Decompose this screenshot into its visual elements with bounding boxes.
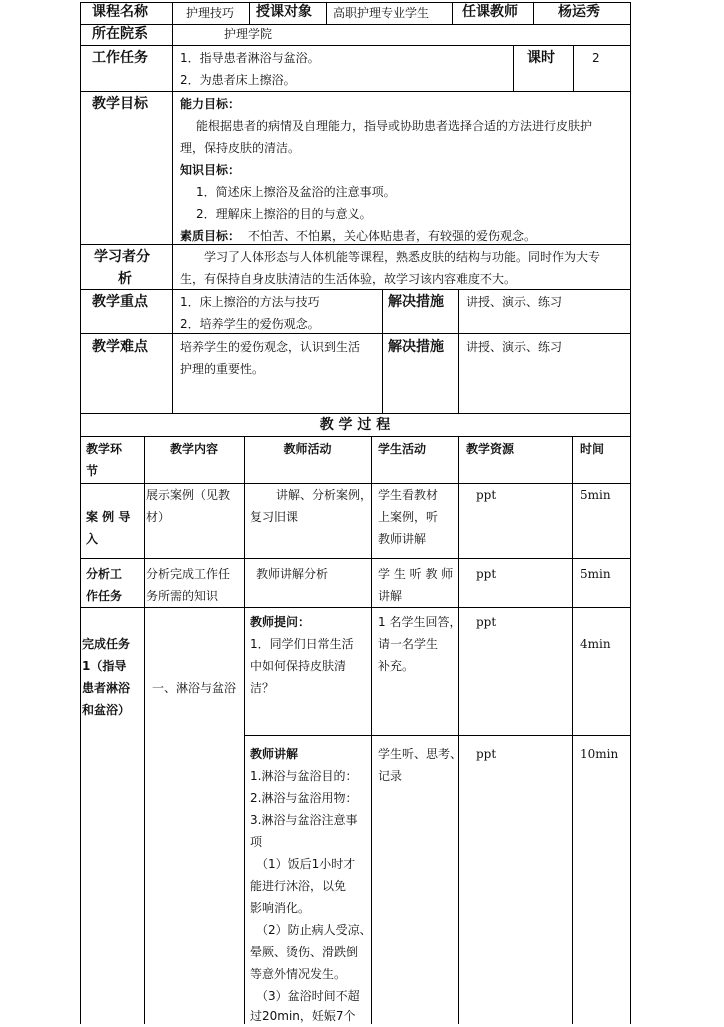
row3b-teacher-line: （3）盆浴时间不超: [256, 989, 360, 1003]
quality-label: 素质目标：: [180, 229, 241, 243]
row3b-time: 10min: [580, 747, 619, 761]
col-content: 教学内容: [169, 442, 218, 456]
row1-time: 5min: [580, 488, 611, 502]
goals-label: 教学目标: [92, 96, 148, 112]
row2-student-1: 学 生 听 教 师: [378, 567, 454, 581]
row2-student-2: 讲解: [378, 589, 403, 603]
row1-content-2: 材）: [146, 510, 171, 524]
ability-line-1: 能根据患者的病情及自理能力，指导或协助患者选择合适的方法进行皮肤护: [196, 119, 593, 133]
knowledge-item-1: 1．简述床上擦浴及盆浴的注意事项。: [196, 185, 396, 199]
row3a-teacher-3: 洁？: [250, 681, 275, 695]
row2-content-1: 分析完成工作任: [146, 567, 231, 581]
difficulties-measure-label: 解决措施: [388, 339, 444, 355]
row3b-teacher-line: 影响消化。: [250, 901, 311, 915]
keypoints-measure: 讲授、演示、练习: [466, 295, 563, 309]
row3-stage-1: 完成任务: [82, 637, 131, 651]
row3a-time: 4min: [580, 637, 611, 651]
dept-label: 所在院系: [92, 26, 148, 42]
row3b-teacher-line: 2.淋浴与盆浴用物：: [250, 791, 358, 805]
course-value: 护理技巧: [186, 6, 235, 20]
learner-line-2: 生，有保持自身皮肤清洁的生活体验，故学习该内容难度不大。: [180, 272, 517, 286]
row3b-teacher-line: 3.淋浴与盆浴注意事: [250, 813, 358, 827]
course-label: 课程名称: [92, 4, 148, 20]
teacher-label: 任课教师: [462, 4, 518, 20]
process-title: 教 学 过 程: [319, 417, 391, 433]
row1-student-1: 学生看教材: [378, 488, 439, 502]
learner-label-2: 析: [118, 271, 132, 287]
row3a-student-2: 请一名学生: [378, 637, 439, 651]
row1-student-2: 上案例，听: [378, 510, 439, 524]
row1-stage-1: 案 例 导: [86, 510, 131, 524]
col-time: 时间: [580, 442, 605, 456]
row3a-student-1: 1 名学生回答，: [378, 615, 462, 629]
row3b-resource: ppt: [476, 747, 497, 761]
ability-label: 能力目标：: [180, 97, 241, 111]
row3-stage-4: 和盆浴）: [82, 703, 131, 717]
hours-value: 2: [592, 51, 600, 65]
difficulties-measure: 讲授、演示、练习: [466, 340, 563, 354]
row3b-teacher-line: 1.淋浴与盆浴目的：: [250, 769, 358, 783]
row1-resource: ppt: [476, 488, 497, 502]
row3a-student-3: 补充。: [378, 659, 415, 673]
difficulties-label: 教学难点: [92, 339, 148, 355]
row1-teacher-1: 讲解、分析案例，: [276, 488, 373, 502]
row2-teacher: 教师讲解分析: [256, 567, 329, 581]
row3a-teacher-2: 中如何保持皮肤清: [250, 659, 347, 673]
row1-student-3: 教师讲解: [378, 532, 427, 546]
row3-stage-2: 1（指导: [82, 659, 127, 673]
row2-stage-2: 作任务: [86, 589, 123, 603]
row2-time: 5min: [580, 567, 611, 581]
row1-teacher-2: 复习旧课: [250, 510, 299, 524]
task-label: 工作任务: [92, 50, 148, 66]
learner-label-1: 学习者分: [94, 249, 150, 265]
knowledge-item-2: 2．理解床上擦浴的目的与意义。: [196, 207, 372, 221]
keypoints-measure-label: 解决措施: [388, 294, 444, 310]
hours-label: 课时: [527, 50, 555, 66]
row3b-teacher-line: （1）饭后1小时才: [256, 857, 356, 871]
row2-resource: ppt: [476, 567, 497, 581]
keypoints-label: 教学重点: [92, 294, 148, 310]
teacher-value: 杨运秀: [558, 4, 600, 20]
row2-stage-1: 分析工: [86, 567, 123, 581]
col-stage-2: 节: [86, 464, 99, 478]
task-item-2: 2．为患者床上擦浴。: [180, 73, 296, 87]
keypoint-2: 2．培养学生的爱伤观念。: [180, 317, 320, 331]
row3b-teacher-line: 等意外情况发生。: [250, 967, 347, 981]
row3a-teacher-1: 1．同学们日常生活: [250, 637, 354, 651]
row3b-teacher-line: 项: [250, 835, 263, 849]
row3a-resource: ppt: [476, 615, 497, 629]
col-student: 学生活动: [378, 442, 427, 456]
col-resource: 教学资源: [466, 442, 515, 456]
row3b-student-2: 记录: [378, 769, 403, 783]
difficulties-line-2: 护理的重要性。: [180, 362, 265, 376]
row3-stage-3: 患者淋浴: [82, 681, 131, 695]
row3b-teacher-title: 教师讲解: [250, 747, 299, 761]
row1-stage-2: 入: [86, 532, 99, 546]
row3-content: 一、淋浴与盆浴: [152, 681, 237, 695]
knowledge-label: 知识目标：: [180, 163, 241, 177]
row3b-teacher-line: 能进行沐浴，以免: [250, 879, 347, 893]
quality-text: 不怕苦、不怕累，关心体贴患者，有较强的爱伤观念。: [248, 229, 537, 243]
task-item-1: 1．指导患者淋浴与盆浴。: [180, 51, 320, 65]
row2-content-2: 务所需的知识: [146, 589, 219, 603]
row3b-student-1: 学生听、思考、: [378, 747, 463, 761]
ability-line-2: 理，保持皮肤的清洁。: [180, 141, 301, 155]
target-label: 授课对象: [256, 4, 312, 20]
keypoint-1: 1．床上擦浴的方法与技巧: [180, 295, 320, 309]
learner-line-1: 学习了人体形态与人体机能等课程，熟悉皮肤的结构与功能。同时作为大专: [204, 250, 601, 264]
row3a-teacher-title: 教师提问：: [250, 615, 311, 629]
row3b-teacher-line: 过20min，妊娠7个: [250, 1009, 356, 1023]
row1-content-1: 展示案例（见教: [146, 488, 231, 502]
target-value: 高职护理专业学生: [333, 6, 430, 20]
row3b-teacher-line: （2）防止病人受凉、: [256, 923, 372, 937]
dept-value: 护理学院: [224, 27, 273, 41]
col-teacher: 教师活动: [283, 442, 332, 456]
col-stage-1: 教学环: [86, 442, 123, 456]
difficulties-line-1: 培养学生的爱伤观念，认识到生活: [180, 340, 361, 354]
row3b-teacher-line: 晕厥、烫伤、滑跌倒: [250, 945, 359, 959]
